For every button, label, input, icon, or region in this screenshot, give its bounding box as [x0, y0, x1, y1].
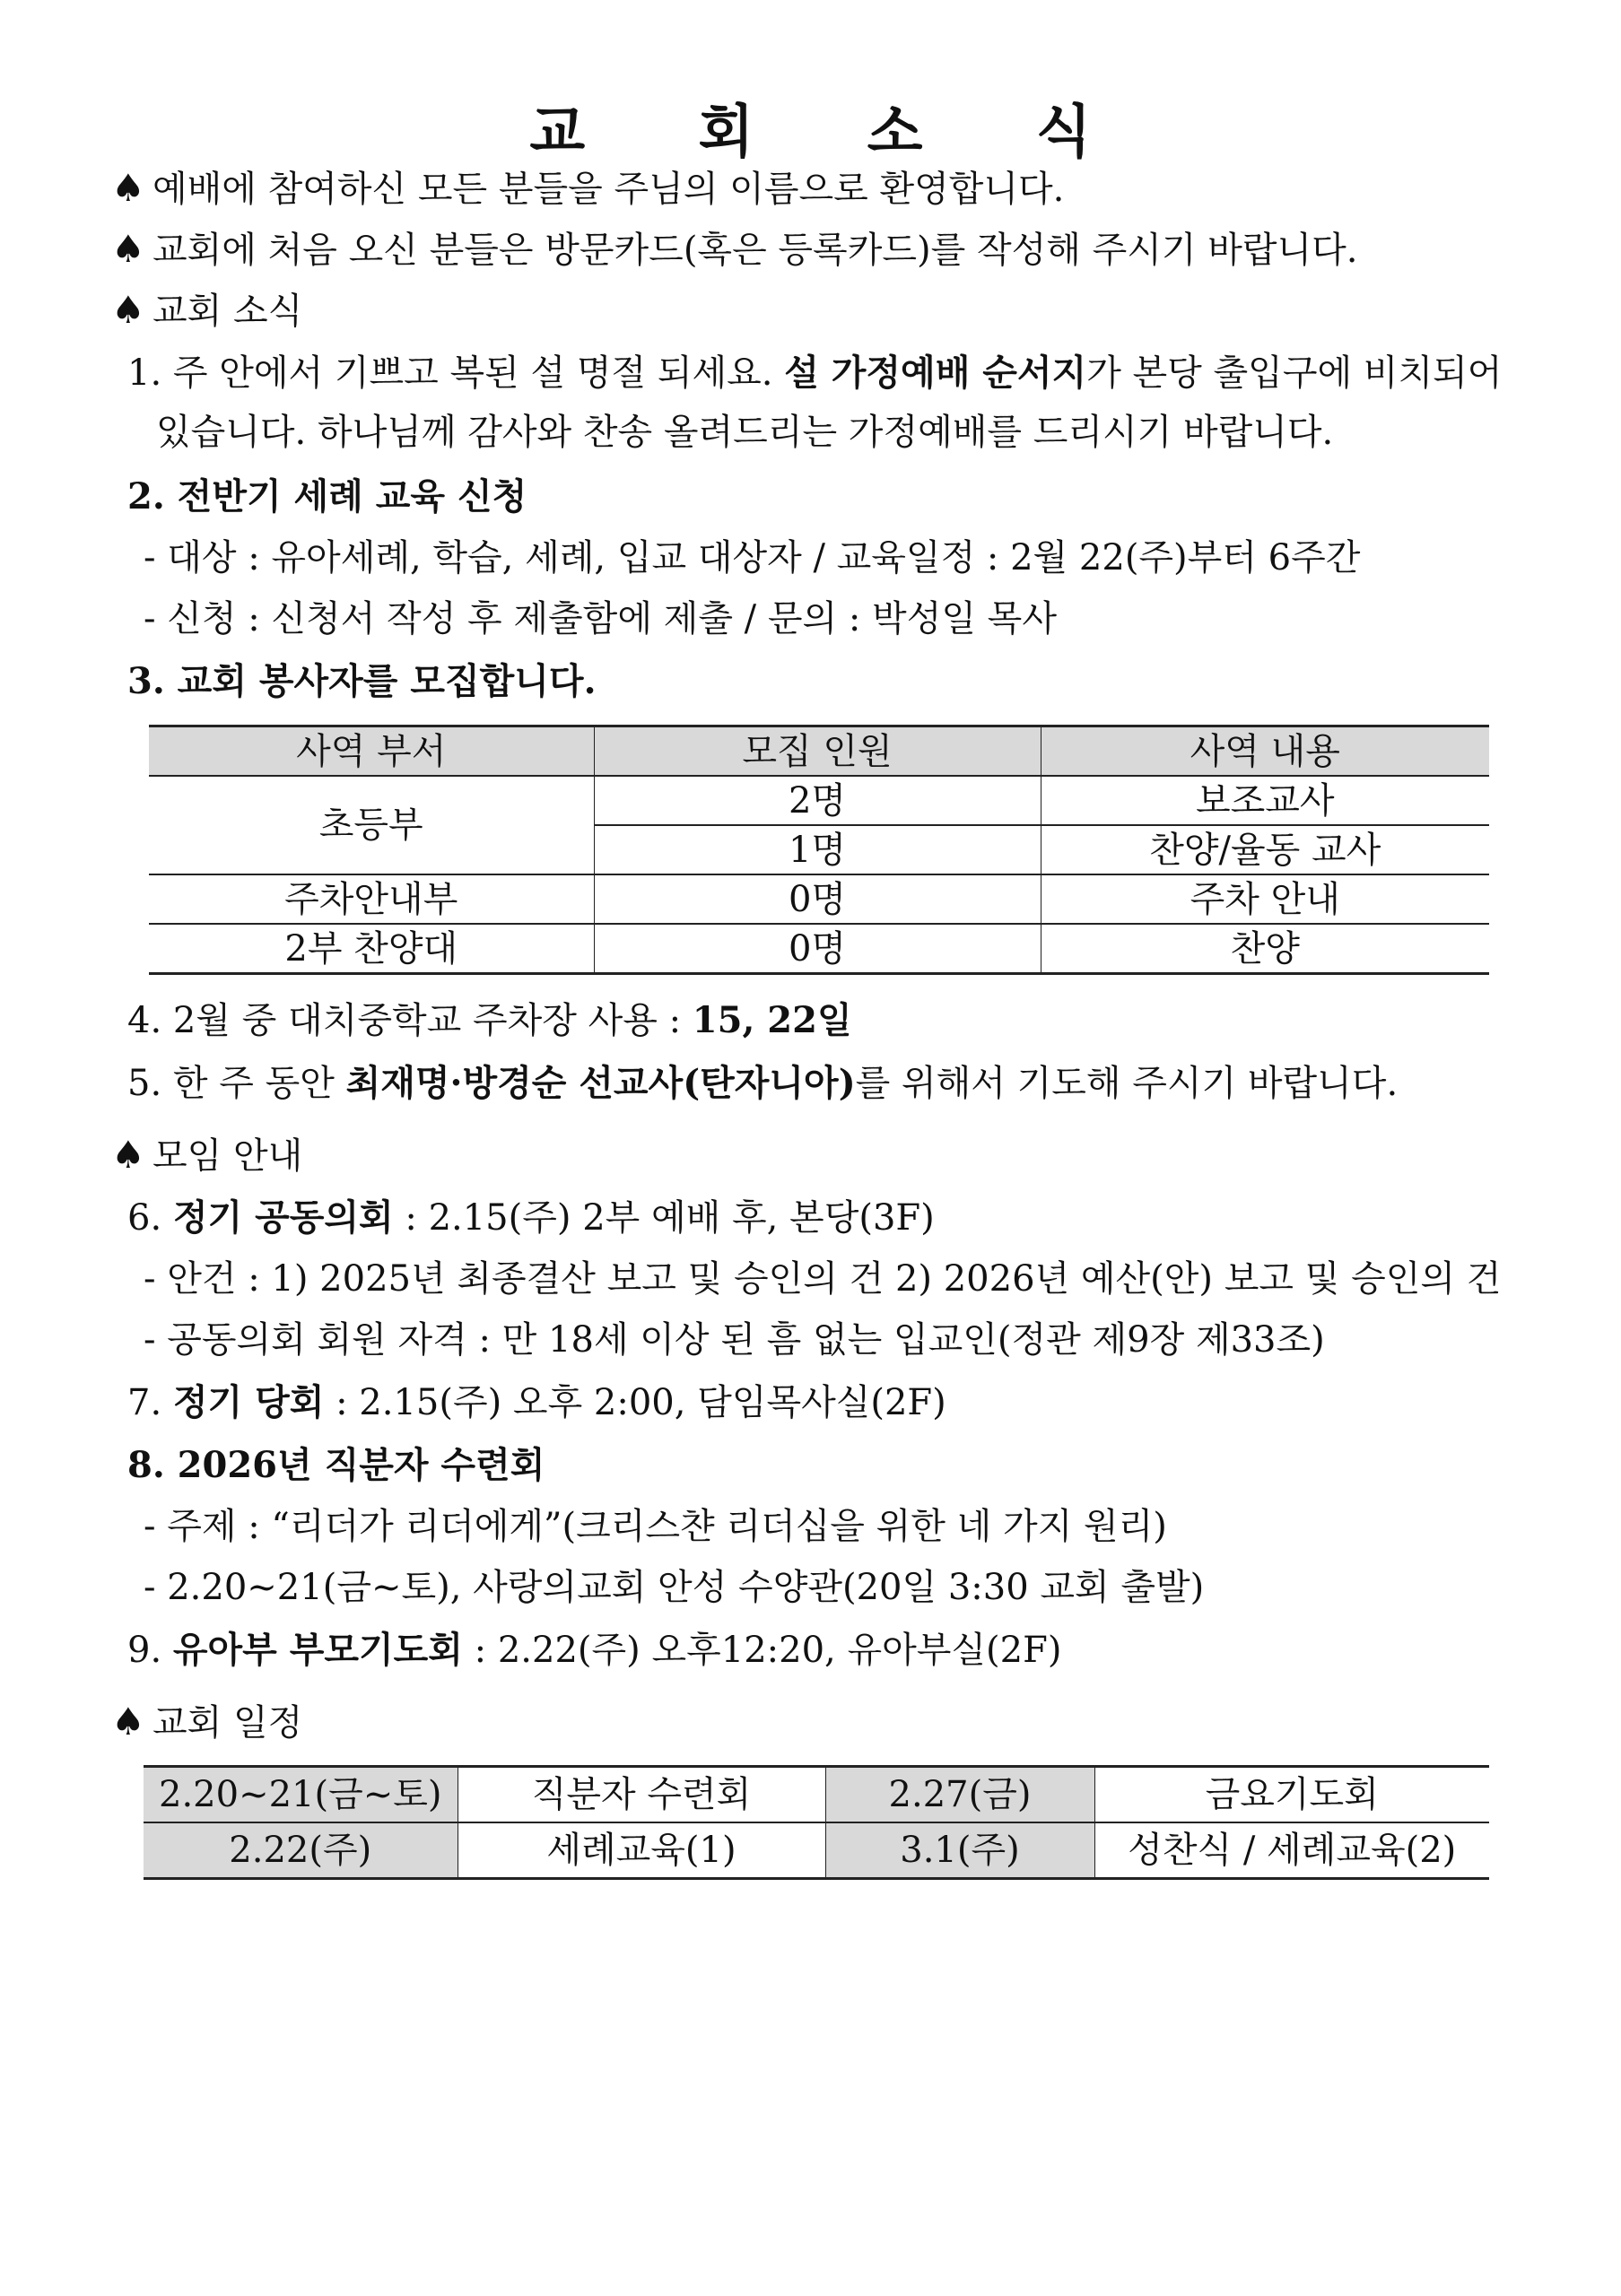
- schedule-date: 3.1(주): [825, 1822, 1094, 1879]
- news-item-3-heading: [127, 660, 597, 703]
- table-row: [149, 874, 1489, 924]
- news-item-4: [127, 999, 852, 1042]
- table-cell-dept: 2부 찬양대: [149, 924, 594, 974]
- item5-bold: 최재명·방경순 선교사(탄자니아): [345, 1062, 856, 1104]
- table-cell: 2명: [594, 776, 1041, 825]
- meeting-item-6-qualification: - 공동의회 회원 자격 : 만 18세 이상 된 흠 없는 입교인(정관 제9장 제33조): [144, 1319, 1325, 1361]
- visitor-line: [111, 228, 1357, 272]
- welcome-text: 예배에 참여하신 모든 분들을 주님의 이름으로 환영합니다.: [153, 169, 1065, 210]
- schedule-table: [144, 1765, 1489, 1880]
- table-cell-dept: 주차안내부: [149, 874, 594, 924]
- schedule-event: 직분자 수련회: [458, 1767, 825, 1823]
- meeting-item-7: [127, 1381, 946, 1424]
- item5-text-b: 를 위해서 기도해 주시기 바랍니다.: [855, 1063, 1399, 1104]
- spade-icon: ♠: [111, 1133, 145, 1177]
- schedule-date: 2.22(주): [144, 1822, 458, 1879]
- item3-heading: 3. 교회 봉사자를 모집합니다.: [127, 660, 597, 702]
- table-cell: 1명: [594, 825, 1041, 874]
- item8-heading: 8. 2026년 직분자 수련회: [127, 1444, 545, 1486]
- volunteer-table: [149, 725, 1489, 975]
- table-header-cell: 사역 부서: [149, 726, 594, 777]
- page-title: 교 회 소 식: [529, 100, 1138, 166]
- news-item-2-apply: - 신청 : 신청서 작성 후 제출함에 제출 / 문의 : 박성일 목사: [144, 598, 1057, 639]
- table-row: [144, 1767, 1489, 1823]
- table-row: [149, 924, 1489, 974]
- table-header-cell: 모집 인원: [594, 726, 1041, 777]
- table-cell: 0명: [594, 874, 1041, 924]
- meeting-item-6: [127, 1196, 935, 1239]
- table-cell-dept: 초등부: [149, 776, 594, 874]
- item5-text-a: 5. 한 주 동안: [127, 1063, 346, 1104]
- table-header-cell: 사역 내용: [1041, 726, 1489, 777]
- spade-icon: ♠: [111, 1700, 145, 1744]
- section-meetings-label: 모임 안내: [153, 1135, 303, 1177]
- meeting-item-8-theme: - 주제 : “리더가 리더에게”(크리스챤 리더십을 위한 네 가지 원리): [144, 1506, 1167, 1547]
- schedule-date: 2.27(금): [825, 1767, 1094, 1823]
- welcome-line: [111, 167, 1064, 211]
- section-news-label: 교회 소식: [153, 291, 303, 332]
- news-item-1: [127, 352, 1502, 395]
- table-cell: 0명: [594, 924, 1041, 974]
- item1-bold: 설 가정예배 순서지: [784, 352, 1087, 394]
- item6-rest: : 2.15(주) 2부 예배 후, 본당(3F): [393, 1197, 935, 1239]
- meeting-item-8-schedule: - 2.20~21(금~토), 사랑의교회 안성 수양관(20일 3:30 교회 출발): [144, 1567, 1205, 1608]
- spade-icon: ♠: [111, 166, 145, 210]
- item7-bold: 정기 당회: [172, 1381, 325, 1423]
- visitor-text: 교회에 처음 오신 분들은 방문카드(혹은 등록카드)를 작성해 주시기 바랍니다.: [153, 230, 1358, 271]
- item4-bold: 15, 22일: [692, 999, 852, 1041]
- item1-text-b: 가 본당 출입구에 비치되어: [1086, 352, 1503, 394]
- item2-heading: 2. 전반기 세례 교육 신청: [127, 475, 527, 517]
- section-meetings: [111, 1134, 302, 1178]
- news-item-5: [127, 1062, 1398, 1105]
- schedule-event: 세례교육(1): [458, 1822, 825, 1879]
- table-row: [149, 776, 1489, 825]
- item9-rest: : 2.22(주) 오후12:20, 유아부실(2F): [462, 1630, 1062, 1671]
- item1-text-a: 1. 주 안에서 기쁘고 복된 설 명절 되세요.: [127, 352, 785, 394]
- section-schedule: [111, 1700, 302, 1744]
- section-schedule-label: 교회 일정: [153, 1702, 303, 1744]
- table-cell: 찬양/율동 교사: [1041, 825, 1489, 874]
- table-row: [144, 1822, 1489, 1879]
- news-item-2-target: - 대상 : 유아세례, 학습, 세례, 입교 대상자 / 교육일정 : 2월 22(주)부터 6주간: [144, 537, 1361, 578]
- item9-num: 9.: [127, 1630, 173, 1671]
- item7-num: 7.: [127, 1382, 173, 1423]
- spade-icon: ♠: [111, 227, 145, 271]
- schedule-date: 2.20~21(금~토): [144, 1767, 458, 1823]
- meeting-item-8-heading: [127, 1444, 545, 1487]
- item6-bold: 정기 공동의회: [172, 1196, 394, 1239]
- section-news: [111, 289, 302, 333]
- item6-num: 6.: [127, 1197, 173, 1239]
- table-header-row: [149, 726, 1489, 777]
- news-item-1-cont: 있습니다. 하나님께 감사와 찬송 올려드리는 가정예배를 드리시기 바랍니다.: [156, 412, 1334, 453]
- spade-icon: ♠: [111, 288, 145, 332]
- table-cell: 보조교사: [1041, 776, 1489, 825]
- table-cell: 주차 안내: [1041, 874, 1489, 924]
- item9-bold: 유아부 부모기도회: [172, 1629, 463, 1671]
- schedule-event: 성찬식 / 세례교육(2): [1094, 1822, 1489, 1879]
- table-cell: 찬양: [1041, 924, 1489, 974]
- item7-rest: : 2.15(주) 오후 2:00, 담임목사실(2F): [324, 1382, 946, 1423]
- news-item-2-heading: [127, 475, 527, 518]
- meeting-item-6-agenda: - 안건 : 1) 2025년 최종결산 보고 및 승인의 건 2) 2026년 예산(안) 보고 및 승인의 건: [144, 1258, 1502, 1300]
- schedule-event: 금요기도회: [1094, 1767, 1489, 1823]
- meeting-item-9: [127, 1629, 1061, 1672]
- item4-text: 4. 2월 중 대치중학교 주차장 사용 :: [127, 1000, 693, 1041]
